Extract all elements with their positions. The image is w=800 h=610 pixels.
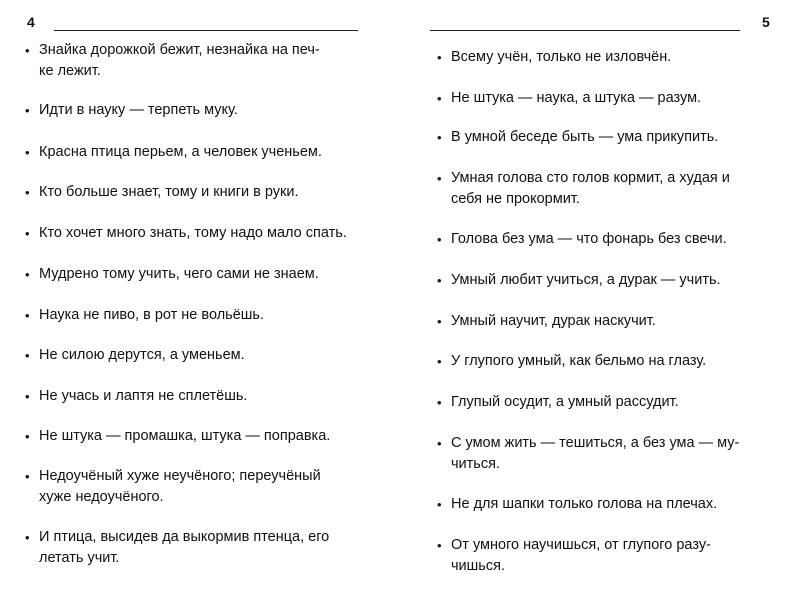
proverb-text: В умной беседе быть — ума прикупить. [451,129,719,145]
proverb-text: С умом жить — тешиться, а без ума — му- читься. [451,435,740,472]
bullet-icon: • [437,395,442,410]
proverb-item [25,100,379,121]
bullet-icon: • [437,232,442,247]
bullet-icon: • [25,308,30,323]
proverb-item [25,264,379,285]
bullet-icon: • [437,538,442,553]
bullet-icon: • [25,348,30,363]
proverb-text: Красна птица перьем, а человек ученьем. [39,144,322,160]
proverb-item [25,345,379,366]
bullet-icon: • [25,267,30,282]
proverb-item [437,229,791,250]
proverb-item [437,433,791,475]
bullet-icon: • [25,469,30,484]
right-page [400,0,800,610]
bullet-icon: • [437,273,442,288]
bullet-icon: • [25,530,30,545]
proverb-text: Кто хочет много знать, тому надо мало спать. [39,225,347,241]
proverb-text: Не штука — наука, а штука — разум. [451,90,702,106]
proverb-text: Знайка дорожкой бежит, незнайка на печ- ке лежит. [39,42,320,79]
proverb-text: Умный любит учиться, а дурак — учить. [451,272,721,288]
proverb-item [437,494,791,515]
proverb-item [437,311,791,332]
proverb-item [437,47,791,68]
bullet-icon: • [437,497,442,512]
bullet-icon: • [25,43,30,58]
bullet-icon: • [437,314,442,329]
proverb-text: Наука не пиво, в рот не вольёшь. [39,307,264,323]
proverb-text: Умная голова сто голов кормит, а худая и себя не прокормит. [451,170,730,207]
bullet-icon: • [437,50,442,65]
bullet-icon: • [25,389,30,404]
proverb-item [25,386,379,407]
proverb-text: Голова без ума — что фонарь без свечи. [451,231,727,247]
proverb-text: Не штука — промашка, штука — поправка. [39,428,331,444]
proverb-item [25,40,379,82]
bullet-icon: • [437,91,442,106]
bullet-icon: • [437,436,442,451]
proverb-item [25,182,379,203]
proverb-text: Кто больше знает, тому и книги в руки. [39,184,299,200]
proverb-text: Не учась и лаптя не сплетёшь. [39,388,248,404]
proverb-item [25,305,379,326]
proverb-item [437,168,791,210]
proverb-text: Умный научит, дурак наскучит. [451,313,656,329]
proverb-item [437,270,791,291]
proverb-item [25,223,379,244]
proverb-text: От умного научишься, от глупого разу- чишься. [451,537,711,574]
bullet-icon: • [437,354,442,369]
proverb-item [25,426,379,447]
proverb-item [25,466,379,508]
page-number-left: 4 [27,14,35,30]
proverb-text: Идти в науку — терпеть муку. [39,102,238,118]
proverb-text: У глупого умный, как бельмо на глазу. [451,353,707,369]
proverb-item [25,142,379,163]
proverb-item [437,535,791,577]
proverb-text: Глупый осудит, а умный рассудит. [451,394,679,410]
proverb-text: Мудрено тому учить, чего сами не знаем. [39,266,319,282]
header-rule-right [430,30,740,31]
bullet-icon: • [437,171,442,186]
proverb-text: И птица, высидев да выкормив птенца, его летать учит. [39,529,330,566]
header-rule-left [54,30,358,31]
proverb-item [437,392,791,413]
bullet-icon: • [25,145,30,160]
proverb-item [437,88,791,109]
proverb-text: Всему учён, только не изловчён. [451,49,672,65]
proverb-text: Не силою дерутся, а уменьем. [39,347,245,363]
bullet-icon: • [25,226,30,241]
page-number-right: 5 [762,14,770,30]
proverb-item [25,527,379,569]
proverb-item [437,127,791,148]
bullet-icon: • [437,130,442,145]
bullet-icon: • [25,429,30,444]
proverb-text: Недоучёный хуже неучёного; переучёный хуже недоучёного. [39,468,321,505]
bullet-icon: • [25,103,30,118]
bullet-icon: • [25,185,30,200]
proverb-item [437,351,791,372]
proverb-text: Не для шапки только голова на плечах. [451,496,718,512]
